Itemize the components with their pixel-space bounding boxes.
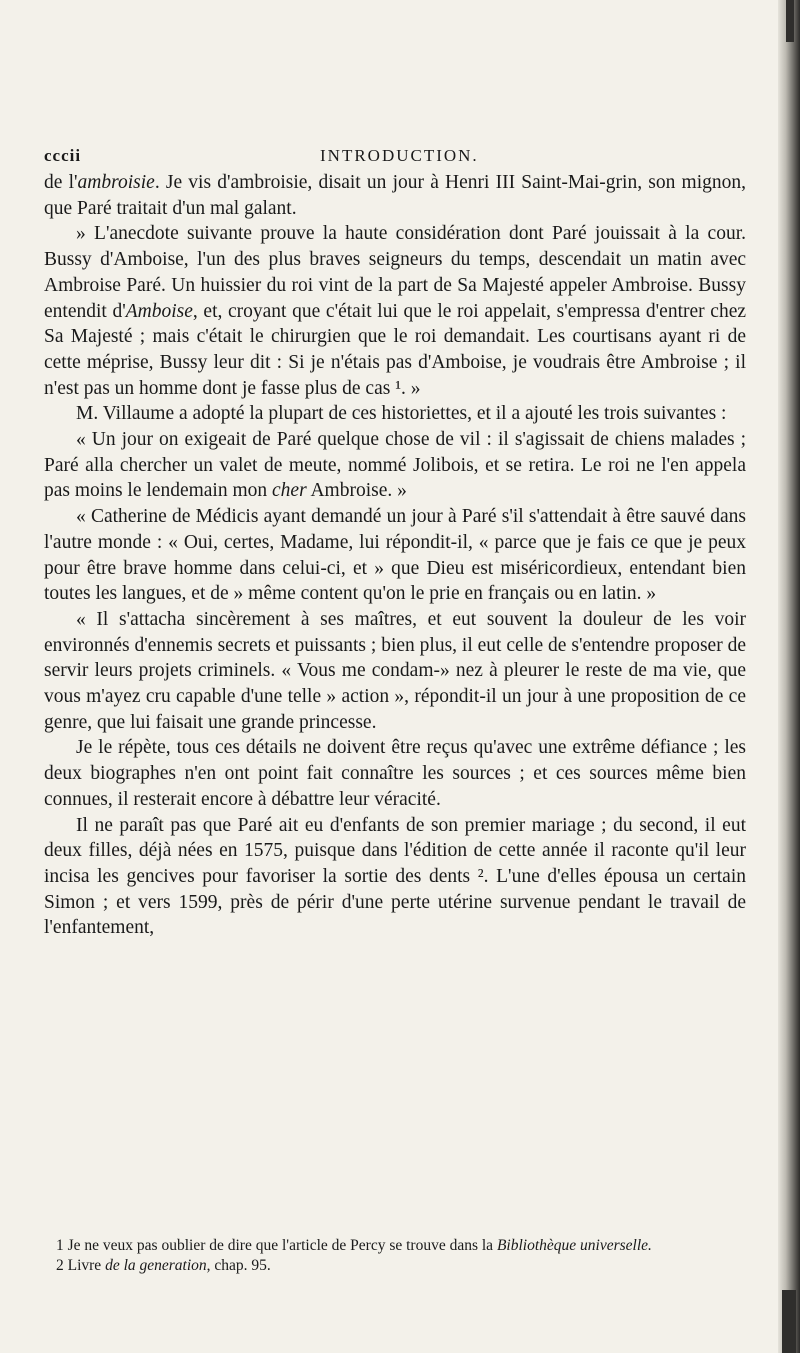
body-paragraph (44, 170, 746, 221)
text-run: » L'anecdote suivante prouve la haute considération dont Paré jouissait à la cour. Bussy d'Amboise, l'un des plus braves seigneurs du temps, descendait un matin avec Ambroise Paré. Un huissier du roi vint de la part de Sa Majesté appeler Ambroise. Bussy entendit d' (44, 223, 746, 322)
text-run: Il ne paraît pas que Paré ait eu d'enfants de son premier mariage ; du second, il eut deux filles, déjà nées en 1575, puisque dans l'édition de cette année il raconte qu'il leur incisa les gencives pour favoriser la sortie des dents ². L'une d'elles épousa un certain Simon ; et vers 1599, près de périr d'une perte utérine survenue pendant le travail de l'enfantement, (44, 814, 746, 939)
page-edge (778, 0, 800, 1353)
text-run: . Je vis d'ambroisie, disait un jour à Henri III Saint-Mai-grin, son mignon, que Paré traitait d'un mal galant. (44, 172, 746, 219)
body-paragraph (44, 813, 746, 942)
body-paragraph (44, 607, 746, 736)
italic-text: Amboise (125, 300, 193, 322)
body-paragraph (44, 504, 746, 607)
text-run: , chap. 95. (206, 1257, 271, 1274)
text-run: , et, croyant que c'était lui que le roi appelait, s'empressa d'entrer chez Sa Majesté ; mais c'était le chirurgien que le roi demandait. Les courtisans ayant ri de cette méprise, Bussy leur dit : Si je n'étais pas d'Amboise, je voudrais être Ambroise ; il n'est pas un homme dont je fasse plus de cas ¹. » (44, 300, 746, 399)
italic-text: Bibliothèque universelle. (496, 1237, 652, 1254)
text-run: Ambroise. » (306, 480, 407, 502)
text-run: « Catherine de Médicis ayant demandé un jour à Paré s'il s'attendait à être sauvé dans l'autre monde : « Oui, certes, Madame, lui répondit-il, « parce que je fais ce que je peux pour être brave homme dans celui-ci, et » que Dieu est miséricordieux, entendant bien toutes les langues, et de » même content qu'on le prie en français ou en latin. » (44, 506, 746, 605)
text-run: M. Villaume a adopté la plupart de ces historiettes, et il a ajouté les trois suivantes : (76, 403, 727, 425)
edge-mark (782, 1290, 796, 1353)
body-paragraph (44, 401, 746, 427)
text-run: 2 Livre (56, 1257, 106, 1274)
running-title: INTRODUCTION. (320, 146, 479, 165)
footnote (44, 1236, 746, 1256)
body-paragraph (44, 735, 746, 812)
page-header (44, 146, 744, 166)
body-paragraph (44, 427, 746, 504)
italic-text: cher (272, 480, 307, 502)
text-run: de l' (44, 172, 78, 193)
text-run: Je le répète, tous ces détails ne doivent être reçus qu'avec une extrême défiance ; les deux biographes n'en ont point fait connaître les sources ; et ces sources même bien connues, il resterait encore à débattre leur véracité. (44, 737, 746, 810)
italic-text: de la generation (105, 1257, 207, 1274)
text-run: « Il s'attacha sincèrement à ses maîtres, et eut souvent la douleur de les voir environnés d'ennemis secrets et puissants ; bien plus, il eut celle de s'entendre proposer de servir leurs projets criminels. « Vous me condam-» nez à pleurer le reste de ma vie, que vous m'ayez cru capable d'une telle » action », répondit-il un jour à une proposition de ce genre, que lui faisait une grande princesse. (44, 608, 746, 733)
italic-text: ambroisie (77, 172, 155, 193)
text-run: 1 Je ne veux pas oublier de dire que l'article de Percy se trouve dans la (56, 1237, 497, 1254)
edge-mark (786, 0, 794, 42)
footnote (44, 1256, 746, 1276)
footnotes (44, 1236, 746, 1276)
text-run: « Un jour on exigeait de Paré quelque chose de vil : il s'agissait de chiens malades ; Paré alla chercher un valet de meute, nommé Jolibois, et se retira. Le roi ne l'en appela pas moins le lendemain mon (44, 429, 746, 502)
body-paragraph (44, 221, 746, 401)
body-text (44, 170, 746, 941)
page-number: cccii (44, 146, 82, 165)
